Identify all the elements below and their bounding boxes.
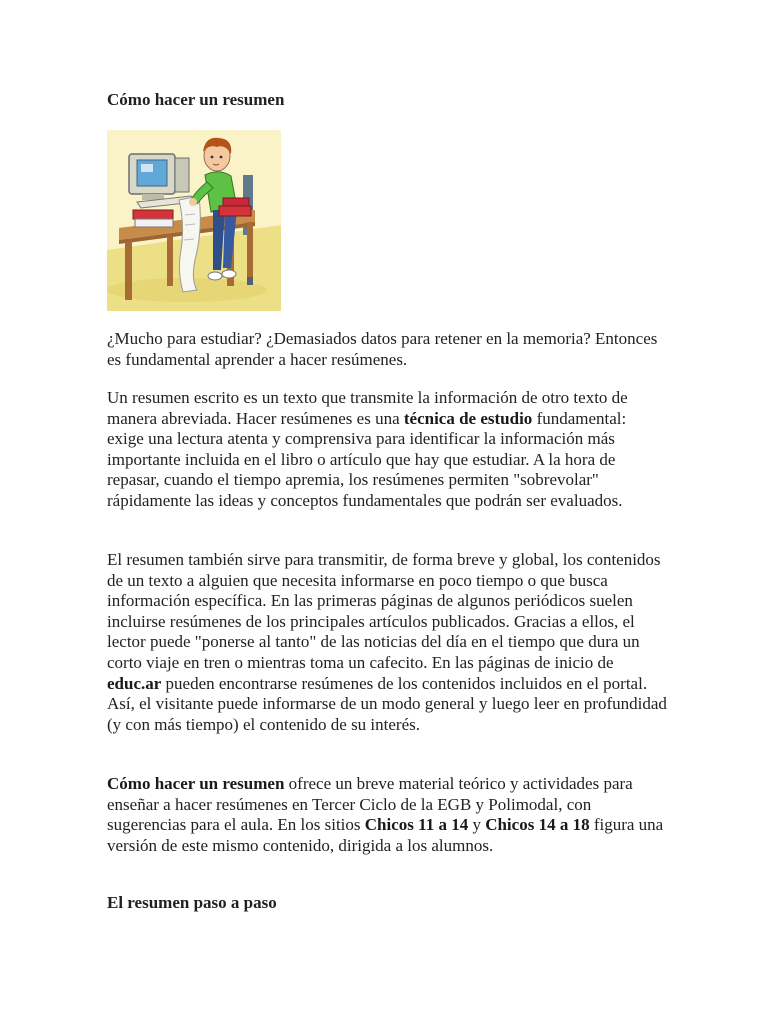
chicos-14-18-link[interactable]: Chicos 14 a 18 — [485, 815, 590, 835]
usage-text-a: El resumen también sirve para transmitir, de forma breve y global, los contenidos de un texto a alguien que necesita informarse en poco tiempo o que busca información específica. En las primeras páginas de algunos periódicos suelen incluirse resúmenes de los principales artículos publicados. Gracias a ellos, el lector puede "ponerse al tanto" de las noticias del día en el tiempo que dura un corto viaje en tren o mientras toma un cafecito. En las páginas de inicio de — [107, 550, 661, 672]
section-subtitle: El resumen paso a paso — [107, 893, 277, 912]
resources-text-f: figura una versión de este mismo contenido, dirigida a los alumnos. — [107, 815, 664, 855]
resources-text-d: y — [468, 815, 486, 835]
definition-text-a: Un resumen escrito es un texto que transmite la información de otro texto de manera abreviada. Hacer resúmenes es una — [107, 388, 628, 428]
educar-link[interactable]: educ.ar — [107, 673, 162, 693]
definition-bold-term: técnica de estudio — [403, 408, 533, 428]
definition-paragraph — [107, 388, 667, 512]
usage-text-c: pueden encontrarse resúmenes de los contenidos incluidos en el portal. Así, el visitante puede informarse de un modo general y luego leer en profundidad (y con más tiempo) el contenido de su interés. — [107, 673, 667, 734]
chicos-11-14-link[interactable]: Chicos 11 a 14 — [364, 815, 469, 835]
intro-paragraph: ¿Mucho para estudiar? ¿Demasiados datos para retener en la memoria? Entonces es fundamental aprender a hacer resúmenes. — [107, 329, 658, 369]
resource-title-link[interactable]: Cómo hacer un resumen — [107, 774, 285, 793]
usage-paragraph — [107, 550, 667, 735]
document-title: Cómo hacer un resumen — [107, 90, 285, 109]
resources-text-b: ofrece un breve material teórico y actividades para enseñar a hacer resúmenes en Tercer Ciclo de la EGB y Polimodal, con sugerencias para el aula. En los sitios — [107, 774, 633, 835]
student-at-computer-illustration — [107, 130, 281, 311]
definition-text-c: fundamental: exige una lectura atenta y comprensiva para identificar la información más importante incluida en el libro o artículo que hay que estudiar. A la hora de repasar, cuando el tiempo apremia, los resúmenes permiten "sobrevolar" rápidamente las ideas y conceptos fundamentales que podrán ser evaluados. — [107, 408, 627, 510]
resources-paragraph — [107, 774, 667, 856]
